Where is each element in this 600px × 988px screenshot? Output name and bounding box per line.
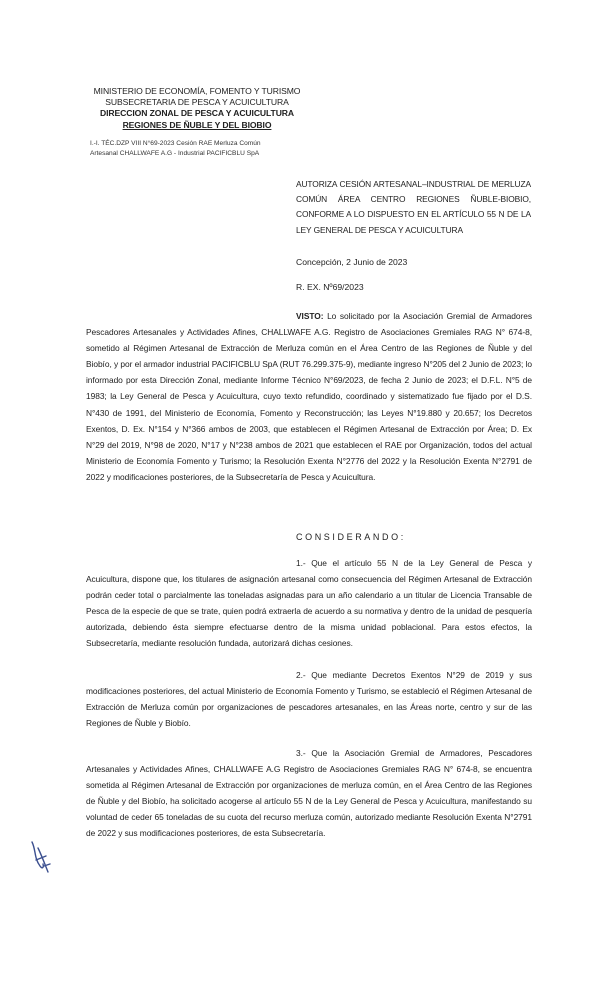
subsecretaria-line: SUBSECRETARIA DE PESCA Y ACUICULTURA bbox=[105, 97, 289, 108]
ministry-line: MINISTERIO DE ECONOMÍA, FOMENTO Y TURISMO bbox=[93, 86, 301, 96]
reference-note bbox=[90, 139, 330, 158]
considerando-paragraph-1 bbox=[86, 555, 532, 652]
direccion-line: DIRECCION ZONAL DE PESCA Y ACUICULTURA bbox=[99, 108, 295, 119]
reference-line-2: Artesanal CHALLWAFE A.G - Industrial PACIFICBLU SpA bbox=[90, 149, 260, 157]
considerando-text-2: 2.- Que mediante Decretos Exentos N°29 de 2019 y sus modificaciones posteriores, del actual Ministerio de Economía Fomento y Turismo, se estableció el Régimen Artesanal de Extracción de Merluza común por organizaciones de pescadores artesanales, en las Áreas norte, centro y sur de las Regiones de Ñuble y Biobío. bbox=[86, 670, 532, 729]
regiones-line: REGIONES DE ÑUBLE Y DEL BIOBIO bbox=[122, 119, 272, 130]
place-date: Concepción, 2 Junio de 2023 bbox=[296, 257, 408, 267]
visto-lead: VISTO: bbox=[296, 311, 324, 321]
visto-text: Lo solicitado por la Asociación Gremial de Armadores Pescadores Artesanales y Actividades Afines, CHALLWAFE A.G. Registro de Asociaciones Gremiales RAG N° 674-8, sometido al Régimen Artesanal de Extracción de Merluza común en el Área Centro de las Regiones de Ñuble y del Biobío, y por el armador industrial PACIFICBLU SpA (RUT 76.299.375-9), mediante ingreso N°205 del 2 Junio de 2023; lo informado por esta Dirección Zonal, mediante Informe Técnico N°69/2023, de fecha 2 Junio de 2023; el D.F.L. N°5 de 1983; la Ley General de Pesca y Acuicultura, cuyo texto refundido, coordinado y sistematizado fue fijado por el D.S. N°430 de 1991, del Ministerio de Economía, Fomento y Reconstrucción; las Leyes N°19.880 y 20.657; los Decretos Exentos, D. Ex. N°154 y N°366 ambos de 2003, que establecen el Régimen Artesanal de Extracción por Área; D. Ex N°29 del 2019, N°98 de 2020, N°17 y N°238 ambos de 2021 que establecen el RAE por Organización, todos del actual Ministerio de Economía Fomento y Turismo; la Resolución Exenta N°2776 del 2022 y la Resolución Exenta N°2791 de 2022 y modificaciones posteriores, de la Subsecretaría de Pesca y Acuicultura. bbox=[86, 311, 532, 482]
subject-text: AUTORIZA CESIÓN ARTESANAL–INDUSTRIAL DE MERLUZA COMÚN ÁREA CENTRO REGIONES ÑUBLE-BIOBIO, CONFORME A LO DISPUESTO EN EL ARTÍCULO 55 N DE LA LEY GENERAL DE PESCA Y ACUICULTURA bbox=[296, 179, 531, 235]
considerando-text-3: 3.- Que la Asociación Gremial de Armadores, Pescadores Artesanales y Actividades Afines, CHALLWAFE A.G Registro de Asociaciones Gremiales RAG N° 674-8, se encuentra sometida al Régimen Artesanal de Extracción por organizaciones de merluza común, en el Área Centro de las Regiones de Ñuble y del Biobío, ha solicitado acogerse al artículo 55 N de la Ley General de Pesca y Acuicultura, manifestando su voluntad de ceder 65 toneladas de su cuota del recurso merluza común, autorizado mediante Resolución Exenta N°2791 de 2022 y sus modificaciones posteriores, de esta Subsecretaría. bbox=[86, 748, 532, 839]
resolution-number: R. EX. Nº69/2023 bbox=[296, 282, 364, 292]
considerando-paragraph-2 bbox=[86, 667, 532, 731]
considerando-heading: CONSIDERANDO: bbox=[296, 532, 406, 542]
visto-paragraph bbox=[86, 308, 532, 485]
handwritten-initials bbox=[22, 838, 62, 878]
reference-line-1: I.-I. TÉC.DZP VIII N°69-2023 Cesión RAE Merluza Común bbox=[90, 140, 261, 147]
considerando-text-1: 1.- Que el artículo 55 N de la Ley General de Pesca y Acuicultura, dispone que, los titulares de asignación artesanal como consecuencia del Régimen Artesanal de Extracción podrán ceder total o parcialmente las toneladas asignadas para un año calendario a un titular de Licencia Transable de Pesca de la especie de que se trate, quien podrá extraerla de acuerdo a su normativa y dentro de la unidad de pesquería autorizada, debiendo ésta siempre efectuarse dentro de la misma unidad poblacional. Para estos efectos, la Subsecretaría, mediante resolución fundada, autorizará dichas cesiones. bbox=[86, 558, 532, 649]
institution-header bbox=[82, 86, 312, 131]
considerando-paragraph-3 bbox=[86, 745, 532, 842]
